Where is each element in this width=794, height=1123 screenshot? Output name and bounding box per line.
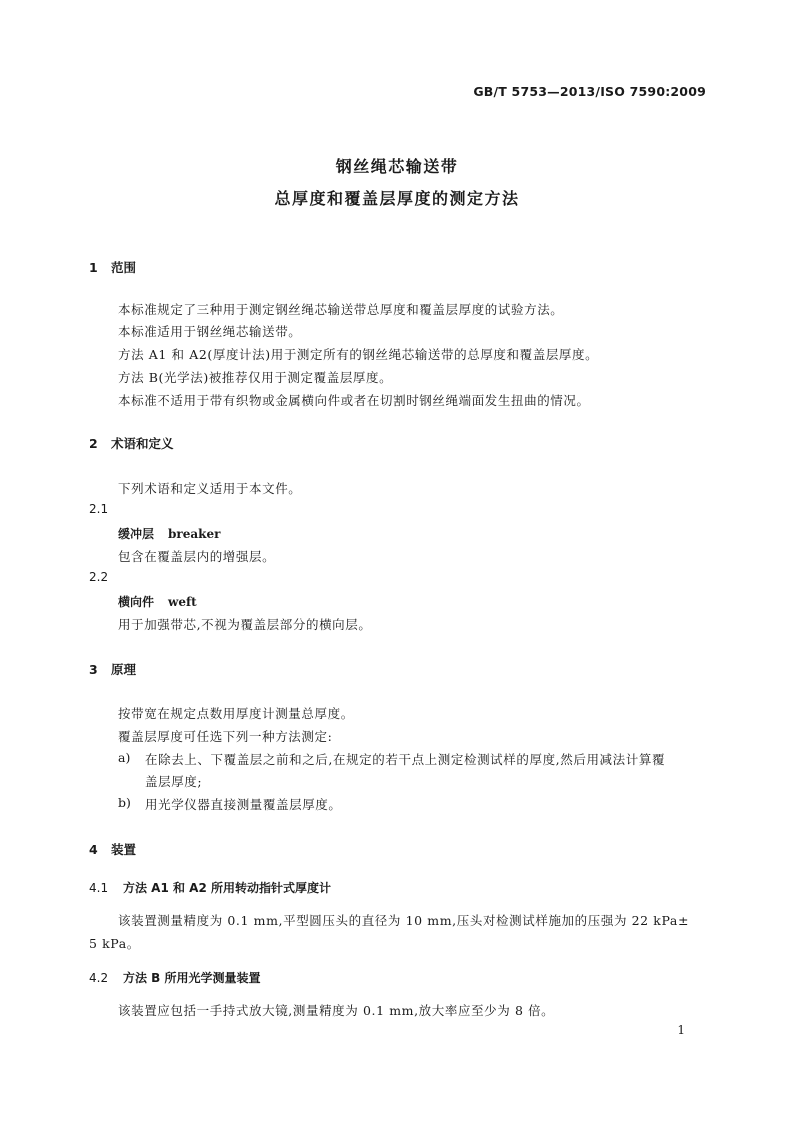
list-item-text: 在除去上、下覆盖层之前和之后,在规定的若干点上测定检测试样的厚度,然后用减法计算覆 (145, 752, 666, 767)
term-heading: 缓冲层 breaker (118, 527, 221, 541)
document-title-line1: 钢丝绳芯输送带 (335, 157, 459, 176)
subsection-heading: 4.2 方法 B 所用光学测量装置 (89, 971, 261, 985)
term-number: 2.2 (89, 570, 109, 584)
list-item-marker: a) (118, 750, 131, 765)
section-2-heading: 2 术语和定义 (89, 436, 174, 451)
section-1-paragraph: 本标准适用于钢丝绳芯输送带。 (118, 324, 302, 339)
term-heading: 横向件 weft (118, 595, 197, 609)
subsection-paragraph: 该装置测量精度为 0.1 mm,平型圆压头的直径为 10 mm,压头对检测试样施加的压强为 22 kPa± (118, 913, 690, 928)
section-1-paragraph: 方法 A1 和 A2(厚度计法)用于测定所有的钢丝绳芯输送带的总厚度和覆盖层厚度。 (118, 347, 599, 362)
term-definition: 包含在覆盖层内的增强层。 (118, 549, 276, 564)
section-4-heading: 4 装置 (89, 842, 137, 857)
term-definition: 用于加强带芯,不视为覆盖层部分的横向层。 (118, 617, 372, 632)
standard-code: GB/T 5753—2013/ISO 7590:2009 (473, 84, 706, 99)
list-item-marker: b) (118, 795, 131, 810)
section-1-paragraph: 本标准规定了三种用于测定钢丝绳芯输送带总厚度和覆盖层厚度的试验方法。 (118, 302, 564, 317)
subsection-paragraph-continued: 5 kPa。 (89, 936, 140, 951)
page-number: 1 (677, 1023, 685, 1037)
subsection-heading: 4.1 方法 A1 和 A2 所用转动指针式厚度计 (89, 881, 331, 895)
section-3-paragraph: 覆盖层厚度可任选下列一种方法测定: (118, 729, 333, 744)
section-1-paragraph: 方法 B(光学法)被推荐仅用于测定覆盖层厚度。 (118, 370, 393, 385)
section-3-heading: 3 原理 (89, 662, 137, 677)
document-title-line2: 总厚度和覆盖层厚度的测定方法 (274, 189, 520, 208)
subsection-paragraph: 该装置应包括一手持式放大镜,测量精度为 0.1 mm,放大率应至少为 8 倍。 (118, 1003, 555, 1018)
list-item-text: 用光学仪器直接测量覆盖层厚度。 (145, 797, 342, 812)
list-item-text-continued: 盖层厚度; (145, 774, 203, 789)
term-number: 2.1 (89, 502, 109, 516)
section-1-paragraph: 本标准不适用于带有织物或金属横向件或者在切割时钢丝绳端面发生扭曲的情况。 (118, 393, 590, 408)
section-3-paragraph: 按带宽在规定点数用厚度计测量总厚度。 (118, 706, 354, 721)
section-2-intro: 下列术语和定义适用于本文件。 (118, 481, 302, 496)
section-1-heading: 1 范围 (89, 260, 137, 275)
